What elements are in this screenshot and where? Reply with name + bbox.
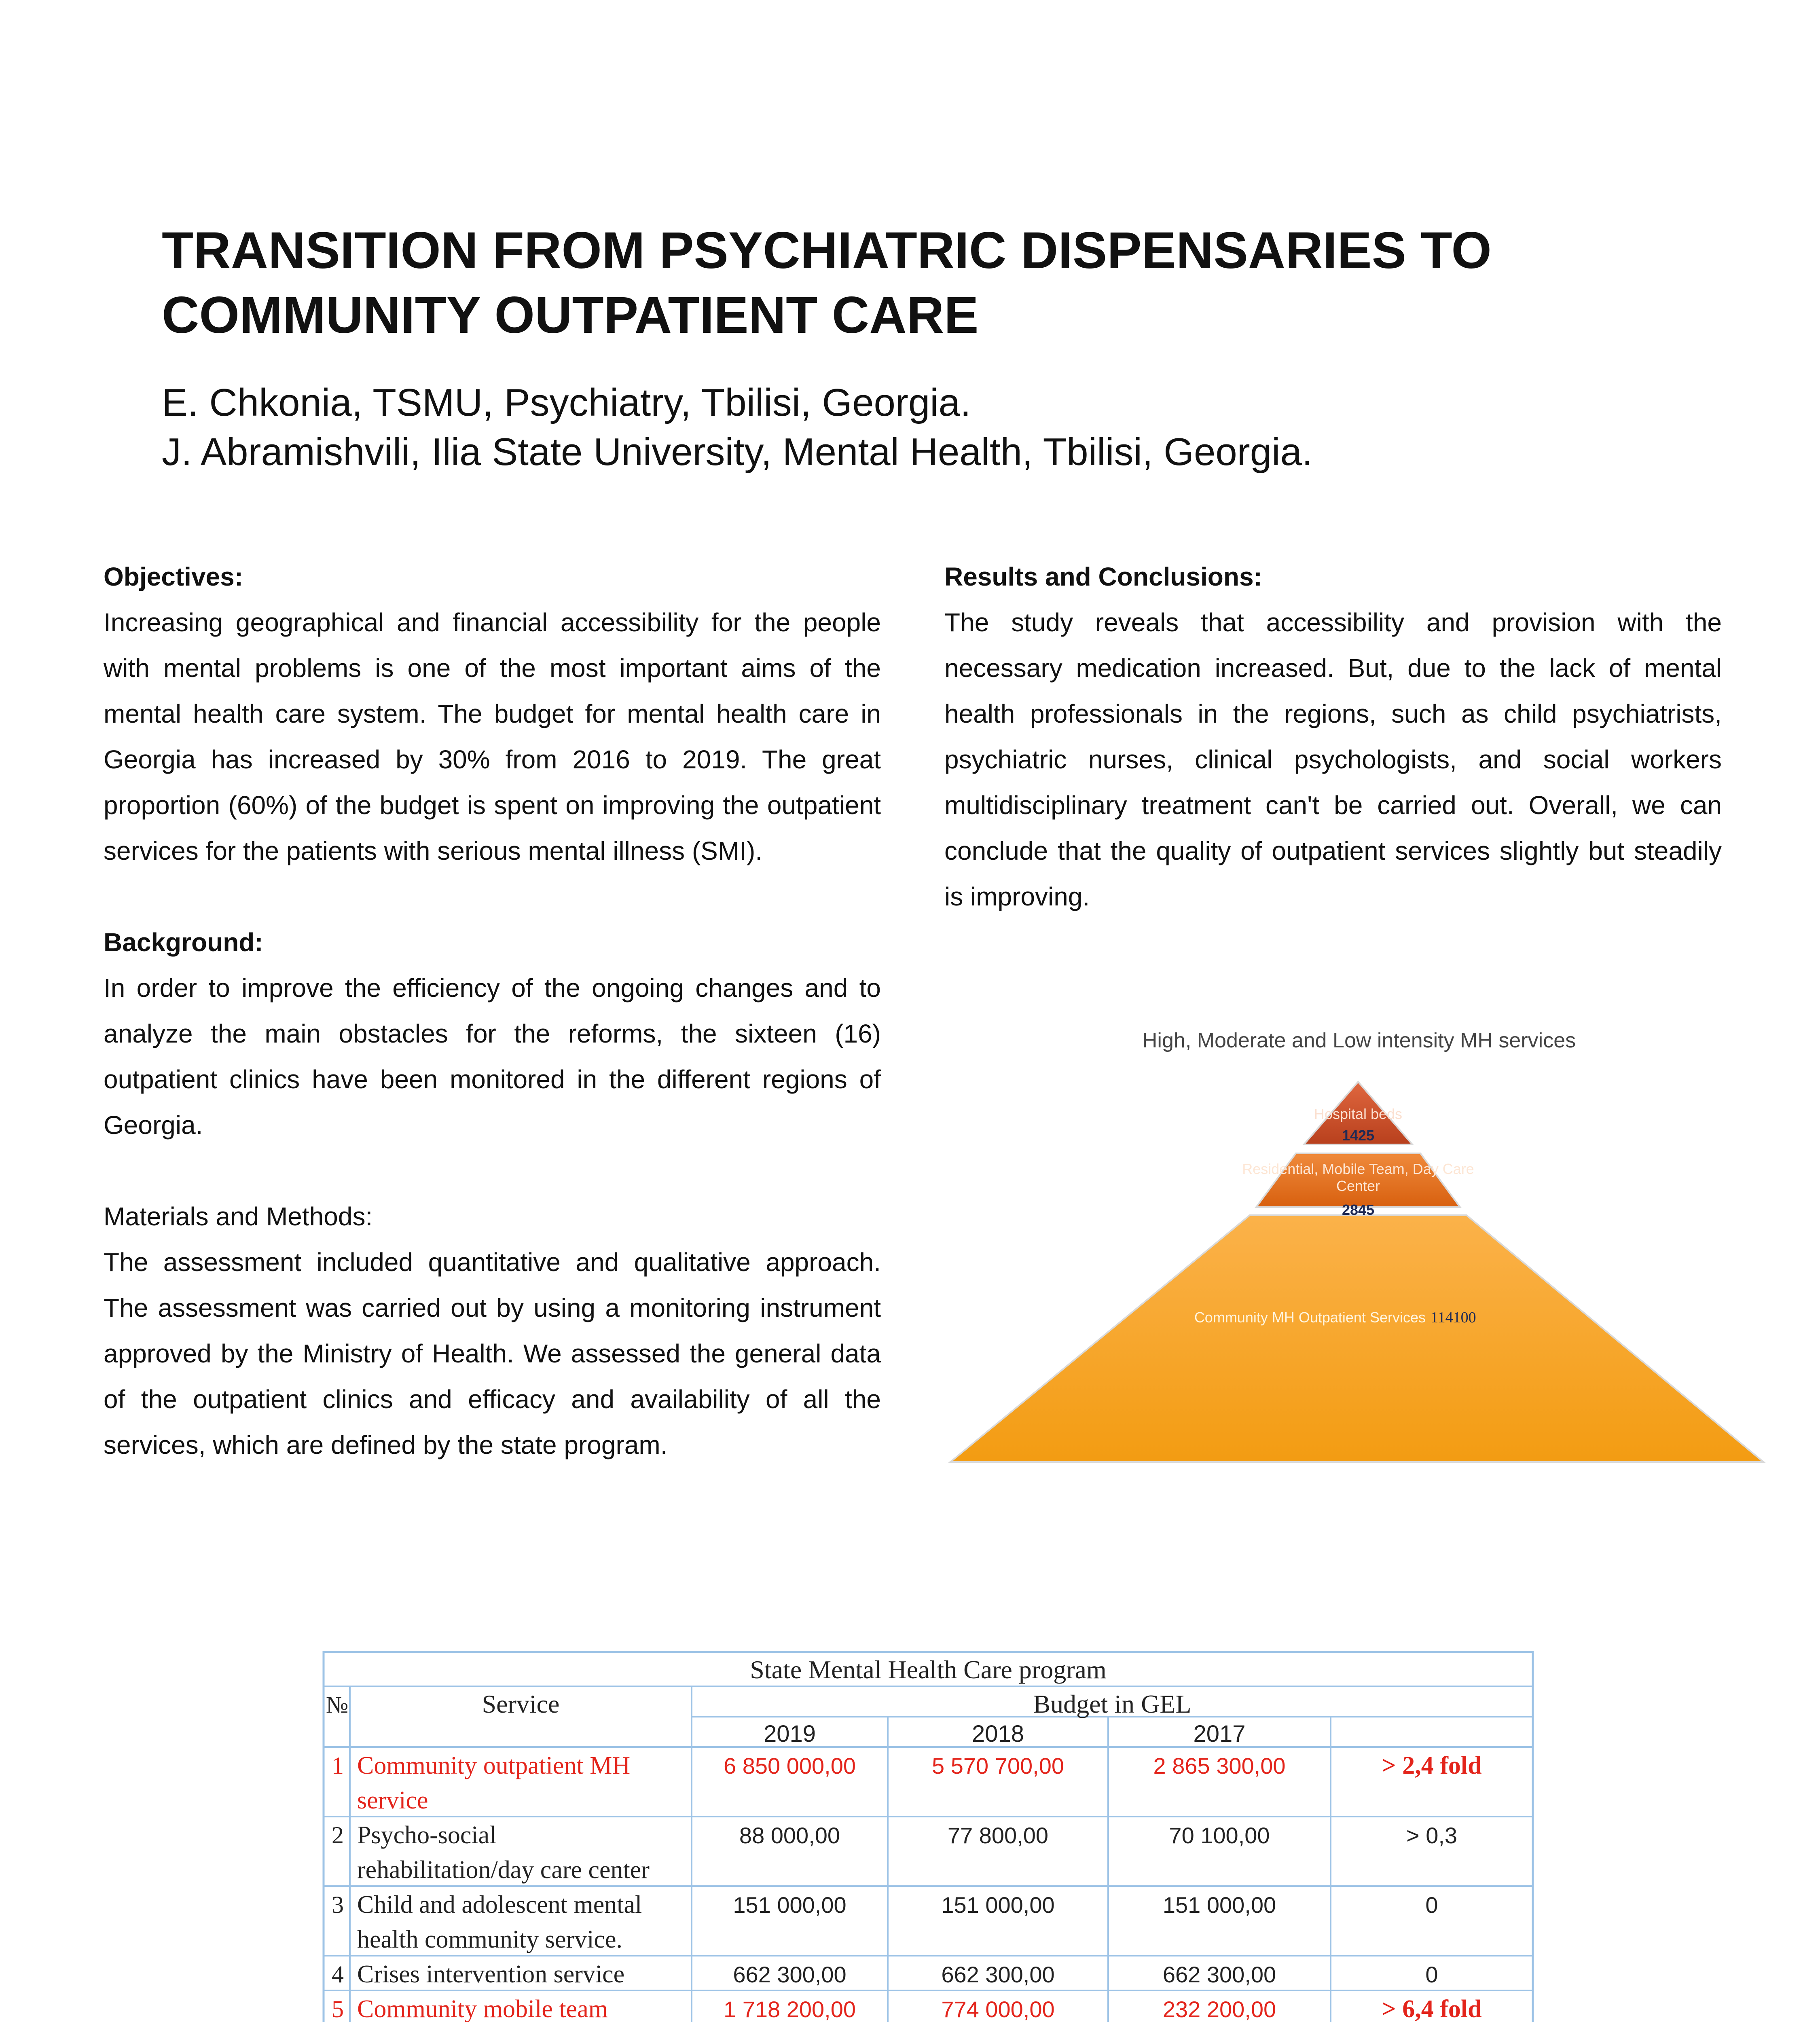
- table-row-number: 3: [332, 1891, 344, 1918]
- table-row-budget-2017: 232 200,00: [1162, 1997, 1276, 2022]
- background-text: In order to improve the efficiency of the ongoing changes and to analyze the main obstacles for the reforms, the sixteen (16) outpatient clinics have been monitored in the different regions of Georgia.: [104, 973, 881, 1140]
- table-row-service: rehabilitation/day care center: [357, 1856, 650, 1884]
- objectives-text: Increasing geographical and financial accessibility for the people with mental problems is one of the most important aims of the mental health care system. The budget for mental health care in Georgia has increased by 30% from 2016 to 2019. The great proportion (60%) of the budget is spent on improving the outpatient services for the patients with serious mental illness (SMI).: [104, 608, 881, 865]
- table-row-budget-2019: 6 850 000,00: [724, 1753, 856, 1779]
- services-pyramid: [942, 1003, 1776, 1480]
- results-heading: Results and Conclusions:: [944, 562, 1262, 591]
- pyramid-community-value: 114100: [1431, 1309, 1476, 1326]
- table-row-budget-2019: 151 000,00: [733, 1892, 847, 1918]
- table-row-number: 1: [332, 1752, 344, 1779]
- author-2: J. Abramishvili, Ilia State University, Mental Health, Tbilisi, Georgia.: [162, 430, 1313, 474]
- table-row-budget-2017: 2 865 300,00: [1153, 1753, 1286, 1779]
- table-row-budget-2018: 774 000,00: [941, 1997, 1055, 2022]
- results-text: The study reveals that accessibility and provision with the necessary medication increased. But, due to the lack of mental health professionals in the regions, such as child psychiatrists, psychiatric nurses, clinical psychologists, and social workers multidisciplinary treatment can't be carried out. Overall, we can conclude that the quality of outpatient services slightly but steadily is improving.: [944, 608, 1722, 911]
- table-row-budget-2018: 5 570 700,00: [932, 1753, 1064, 1779]
- table-row-number: 2: [332, 1822, 344, 1849]
- authors: [162, 378, 1699, 477]
- table-row-budget-2017: 70 100,00: [1169, 1823, 1270, 1848]
- table-row-service: Community mobile team: [357, 1995, 608, 2022]
- left-column: [104, 554, 881, 1514]
- table-row-budget-2019: 662 300,00: [733, 1962, 847, 1987]
- table-row-number: 4: [332, 1961, 344, 1988]
- pyramid-title: High, Moderate and Low intensity MH services: [1142, 1029, 1576, 1052]
- table-title: State Mental Health Care program: [750, 1655, 1107, 1684]
- table-row-change: 0: [1425, 1962, 1438, 1987]
- pyramid-residential-label-1: Residential, Mobile Team, Day Care: [1242, 1161, 1474, 1177]
- pyramid-hospital-label: Hospital beds: [1314, 1106, 1403, 1122]
- budget-table: [320, 1648, 1541, 2022]
- table-row-service: service: [357, 1787, 428, 1814]
- pyramid-residential-value: 2845: [1342, 1201, 1375, 1218]
- table-row-service: Community outpatient MH: [357, 1752, 631, 1779]
- pyramid-community-label: Community MH Outpatient Services: [1194, 1309, 1426, 1326]
- pyramid-hospital-value: 1425: [1342, 1127, 1375, 1144]
- table-col-service: Service: [482, 1690, 560, 1718]
- background-section: [104, 920, 881, 1148]
- table-row-change: 0: [1425, 1892, 1438, 1918]
- results-section: [944, 554, 1722, 920]
- table-row-service: Crises intervention service: [357, 1961, 625, 1988]
- table-col-number: №: [326, 1692, 349, 1718]
- methods-section: [104, 1194, 881, 1468]
- poster-title-line1: TRANSITION FROM PSYCHIATRIC DISPENSARIES TO: [162, 222, 1492, 279]
- table-row-service: Child and adolescent mental: [357, 1891, 642, 1918]
- table-row-budget-2018: 151 000,00: [941, 1892, 1055, 1918]
- table-col-budget: Budget in GEL: [1033, 1690, 1191, 1718]
- pyramid-residential-label-2: Center: [1336, 1178, 1380, 1194]
- poster-title-line2: COMMUNITY OUTPATIENT CARE: [162, 286, 979, 344]
- table-row-budget-2019: 1 718 200,00: [724, 1997, 856, 2022]
- table-row-change: > 2,4 fold: [1382, 1752, 1482, 1779]
- table-row-budget-2017: 662 300,00: [1162, 1962, 1276, 1987]
- author-1: E. Chkonia, TSMU, Psychiatry, Tbilisi, Georgia.: [162, 381, 971, 424]
- table-year-2017: 2017: [1193, 1721, 1246, 1747]
- objectives-section: [104, 554, 881, 874]
- table-row-service: health community service.: [357, 1926, 622, 1953]
- table-row-budget-2017: 151 000,00: [1162, 1892, 1276, 1918]
- pyramid-level-community: [950, 1215, 1763, 1462]
- table-year-2019: 2019: [763, 1721, 816, 1747]
- table-row-change: > 0,3: [1406, 1823, 1458, 1848]
- methods-heading: Materials and Methods:: [104, 1202, 373, 1231]
- objectives-heading: Objectives:: [104, 562, 243, 591]
- table-row-budget-2018: 77 800,00: [947, 1823, 1049, 1848]
- poster-title: [162, 218, 1699, 348]
- table-year-2018: 2018: [971, 1721, 1024, 1747]
- table-row-change: > 6,4 fold: [1382, 1995, 1482, 2022]
- background-heading: Background:: [104, 928, 263, 957]
- methods-text: The assessment included quantitative and qualitative approach. The assessment was carried out by using a monitoring instrument approved by the Ministry of Health. We assessed the general data of the outpatient clinics and efficacy and availability of all the services, which are defined by the state program.: [104, 1248, 881, 1459]
- right-column: [944, 554, 1722, 965]
- table-row-service: Psycho-social: [357, 1821, 497, 1849]
- table-row-budget-2019: 88 000,00: [739, 1823, 840, 1848]
- table-row-number: 5: [332, 1996, 344, 2022]
- table-row-budget-2018: 662 300,00: [941, 1962, 1055, 1987]
